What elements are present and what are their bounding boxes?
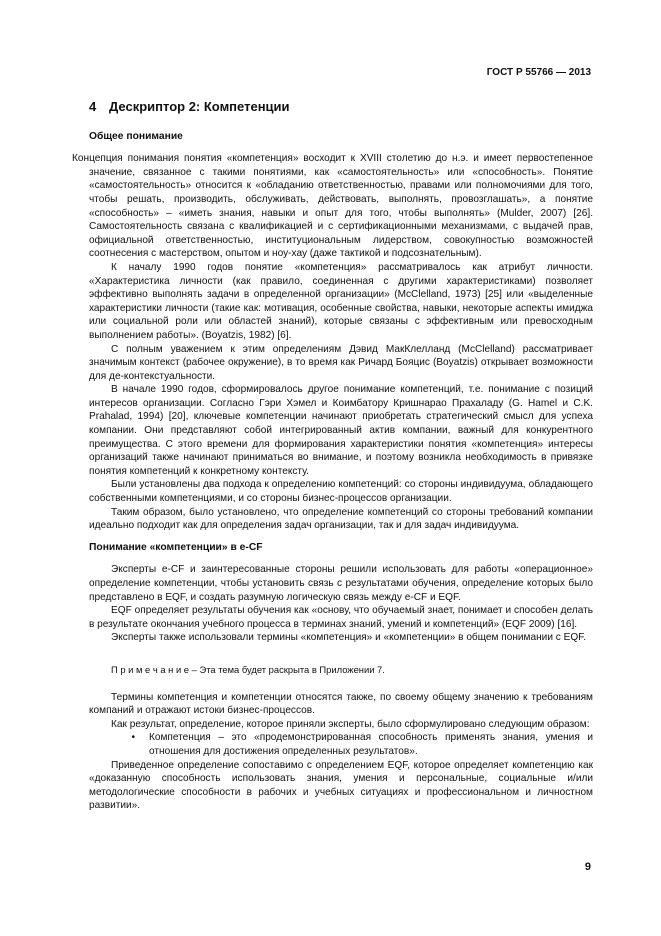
section-heading (89, 100, 593, 114)
paragraph: Приведенное определение сопоставимо с определением EQF, которое определяет компетенцию как «доказанную способность использовать знания, умения и персональные, социальные и/или методологические способности в рабочих и учебных ситуациях и профессиональном и личностном развитии». (89, 759, 593, 812)
bullet-text: Компетенция – это «продемонстрированная способность применять знания, умения и отношения для достижения определенных результатов». (149, 732, 593, 757)
paragraph: Были установлены два подхода к определению компетенций: со стороны индивидуума, обладающего собственными компетенциями, и со стороны бизнес-процессов организации. (89, 479, 593, 505)
paragraph: Термины компетенция и компетенции относятся также, по своему общему значению к требованиям компаний и отражают истоки бизнес-процессов. (89, 691, 593, 717)
subsection-title-general: Общее понимание (89, 130, 183, 142)
note (89, 663, 593, 677)
subsection-title-ecf: Понимание «компетенции» в e-CF (89, 541, 263, 553)
paragraph: Эксперты e-CF и заинтересованные стороны решили использовать для работы «операционное» определение компетенции, чтобы установить связь с результатами обучения, определение которых было представлено в EQF, и создать разумную логическую связь между e-CF и EQF. (89, 564, 593, 603)
page-number: 9 (584, 861, 591, 873)
paragraph: С полным уважением к этим определениям Дэвид МакКлелланд (McClelland) рассматривает значимым контекст (рабочее окружение), в то время как Ричард Бояцис (Boyatzis) открывает возможности для де-контекстуальности. (89, 343, 593, 382)
bullet-icon: • (131, 732, 135, 744)
standard-number: ГОСТ Р 55766 — 2013 (486, 67, 591, 78)
paragraph: Таким образом, было установлено, что определение компетенций со стороны требований компании идеально подходит как для определения задач организации, так и для задач индивидуума. (89, 506, 593, 532)
page-content (72, 99, 593, 813)
bullet-item (89, 731, 593, 758)
paragraph: К началу 1990 годов понятие «компетенция» рассматривалось как атрибут личности. «Характеристика личности (как правило, соединенная с другими характеристиками) позволяет эффективно выполнять задачи в определенной организации» (McClelland, 1973) [25] или «выделенные характеристики личности (такие как: мотивация, особенные свойства, навыки, некоторые аспекты имиджа или социальной роли или областей знаний), которые связаны с эффективным или превосходным выполнением работы». (Boyatzis, 1982) [6]. (89, 261, 593, 341)
section-title: Дескриптор 2: Компетенции (109, 99, 290, 114)
paragraph: Как результат, определение, которое приняли эксперты, было сформулировано следующим образом: (111, 718, 590, 730)
paragraph: В начале 1990 годов, сформировалось другое понимание компетенций, т.е. понимание с позиций интересов организации. Согласно Гэри Хэмел и Коимбатору Кришнарао Прахаладу (G. Hamel и C.K. Prahalad, 1994) [20], ключевые компетенции начинают приобретать стратегический смысл для успеха компании. Они представляют собой интегрированный актив компании, важный для конкурентного преимущества. С этого времени для формирования характеристики понятия «компетенция» интересы организаций также начинают приниматься во внимание, и поэтому возникла необходимость в привязке понятия компетенций к конкретному контексту. (89, 384, 593, 477)
paragraph: Эксперты также использовали термины «компетенция» и «компетенции» в общем понимании с EQF. (111, 632, 587, 644)
note-text: – Эта тема будет раскрыта в Приложении 7. (189, 663, 385, 675)
note-label: П р и м е ч а н и е (111, 663, 190, 675)
paragraph: EQF определяет результаты обучения как «основу, что обучаемый знает, понимает и способен делать в результате окончания учебного процесса в терминах знаний, умений и компетенций» (EQF 2009) [16]. (89, 605, 593, 630)
section-number: 4 (89, 99, 97, 114)
paragraph: Концепция понимания понятия «компетенция» восходит к XVIII столетию до н.э. и имеет первостепенное значение, связанное с такими понятиями, как «самостоятельность» или «способность». Понятие «самостоятельность» относится к «обладанию ответственностью, правами или полномочиями для того, чтобы решать, производить, обслуживать, действовать, выполнять, провозглашать», а понятие «способность» – «иметь знания, навыки и опыт для того, чтобы выполнять» (Mulder, 2007) [26]. Самостоятельность связана с квалификацией и с сертификационными механизмами, с выдачей прав, официальной ответственностью, институциональным лидерством, совокупностью возможностей соотнесения с мастерством, опытом и ноу-хау (даже тактикой и подсознательным). (72, 153, 593, 260)
